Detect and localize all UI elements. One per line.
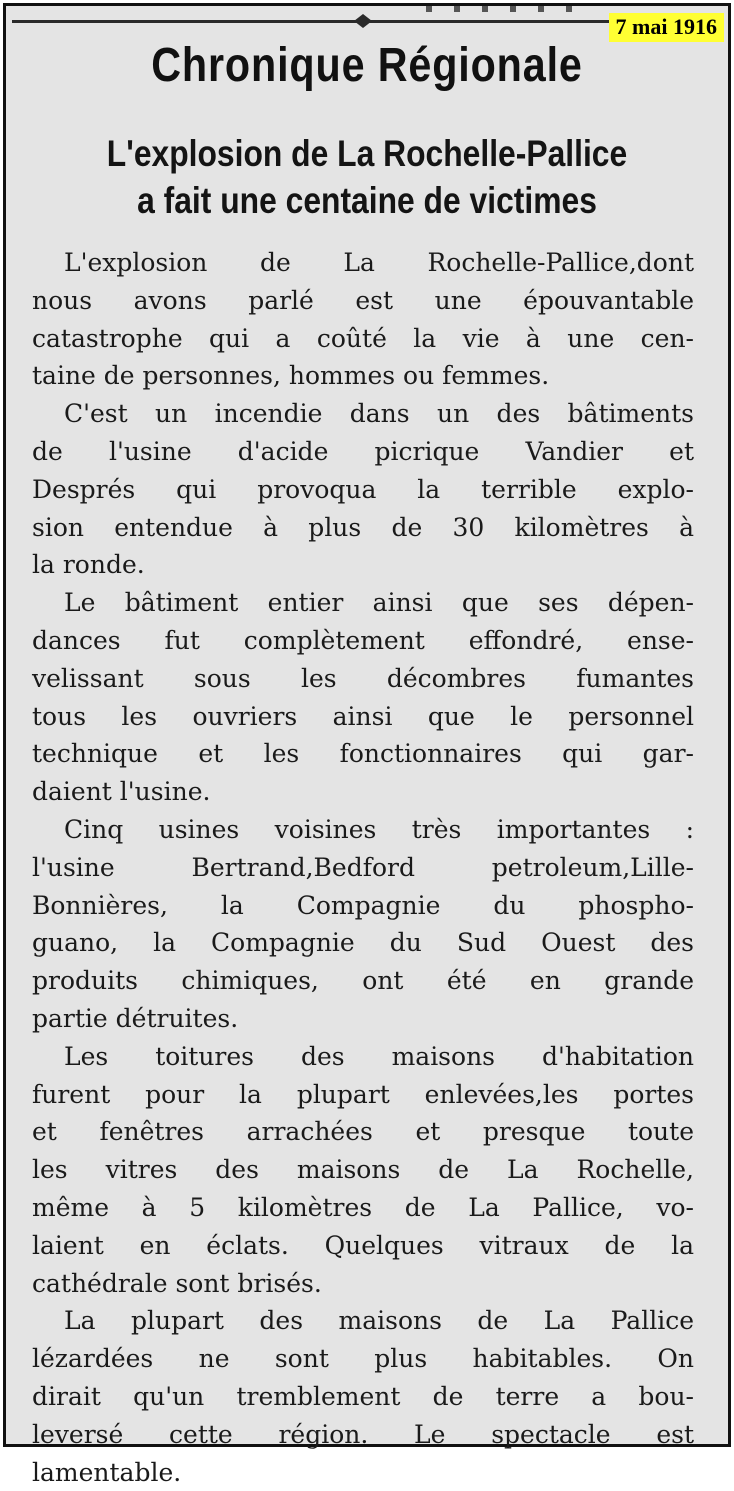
- text-line: guano, la Compagnie du Sud Ouest des: [32, 924, 694, 962]
- text-line: lézardées ne sont plus habitables. On: [32, 1340, 694, 1378]
- paragraph: [32, 1302, 694, 1491]
- headline-line: a fait une centaine de victimes: [74, 177, 661, 224]
- section-heading: Chronique Régionale: [57, 42, 678, 90]
- text-line: l'usine Bertrand,Bedford petroleum,Lille-: [32, 849, 694, 887]
- text-line: les vitres des maisons de La Rochelle,: [32, 1151, 694, 1189]
- text-line: catastrophe qui a coûté la vie à une cen-: [32, 320, 694, 358]
- headline-line: L'explosion de La Rochelle-Pallice: [74, 130, 661, 177]
- text-line: partie détruites.: [32, 1000, 694, 1038]
- newspaper-clipping: [3, 3, 731, 1447]
- text-line: leversé cette région. Le spectacle est: [32, 1416, 694, 1454]
- text-line: Le bâtiment entier ainsi que ses dépen-: [32, 584, 694, 622]
- text-line: C'est un incendie dans un des bâtiments: [32, 395, 694, 433]
- text-line: dances fut complètement effondré, ense-: [32, 622, 694, 660]
- paragraph: [32, 244, 694, 395]
- text-line: produits chimiques, ont été en grande: [32, 962, 694, 1000]
- text-line: L'explosion de La Rochelle-Pallice,dont: [32, 244, 694, 282]
- text-line: et fenêtres arrachées et presque toute: [32, 1113, 694, 1151]
- text-line: de l'usine d'acide picrique Vandier et: [32, 433, 694, 471]
- text-line: daient l'usine.: [32, 773, 694, 811]
- text-line: La plupart des maisons de La Pallice: [32, 1302, 694, 1340]
- paragraph: [32, 1038, 694, 1303]
- text-line: sion entendue à plus de 30 kilomètres à: [32, 509, 694, 547]
- text-line: Cinq usines voisines très importantes :: [32, 811, 694, 849]
- text-line: cathédrale sont brisés.: [32, 1265, 694, 1303]
- date-badge: 7 mai 1916: [609, 13, 724, 42]
- text-line: Bonnières, la Compagnie du phospho-: [32, 887, 694, 925]
- rule-ornament: [354, 14, 372, 28]
- article-headline: [26, 130, 708, 224]
- text-line: tous les ouvriers ainsi que le personnel: [32, 698, 694, 736]
- text-line: Després qui provoqua la terrible explo-: [32, 471, 694, 509]
- paragraph: [32, 584, 694, 811]
- text-line: lamentable.: [32, 1454, 694, 1491]
- text-line: dirait qu'un tremblement de terre a bou-: [32, 1378, 694, 1416]
- text-line: la ronde.: [32, 546, 694, 584]
- text-line: laient en éclats. Quelques vitraux de la: [32, 1227, 694, 1265]
- masthead-remnant: [426, 6, 586, 12]
- text-line: même à 5 kilomètres de La Pallice, vo-: [32, 1189, 694, 1227]
- paragraph: [32, 395, 694, 584]
- paragraph: [32, 811, 694, 1038]
- text-line: velissant sous les décombres fumantes: [32, 660, 694, 698]
- text-line: nous avons parlé est une épouvantable: [32, 282, 694, 320]
- text-line: taine de personnes, hommes ou femmes.: [32, 357, 694, 395]
- text-line: technique et les fonctionnaires qui gar-: [32, 735, 694, 773]
- text-line: furent pour la plupart enlevées,les portes: [32, 1076, 694, 1114]
- article-body: [32, 244, 694, 1491]
- text-line: Les toitures des maisons d'habitation: [32, 1038, 694, 1076]
